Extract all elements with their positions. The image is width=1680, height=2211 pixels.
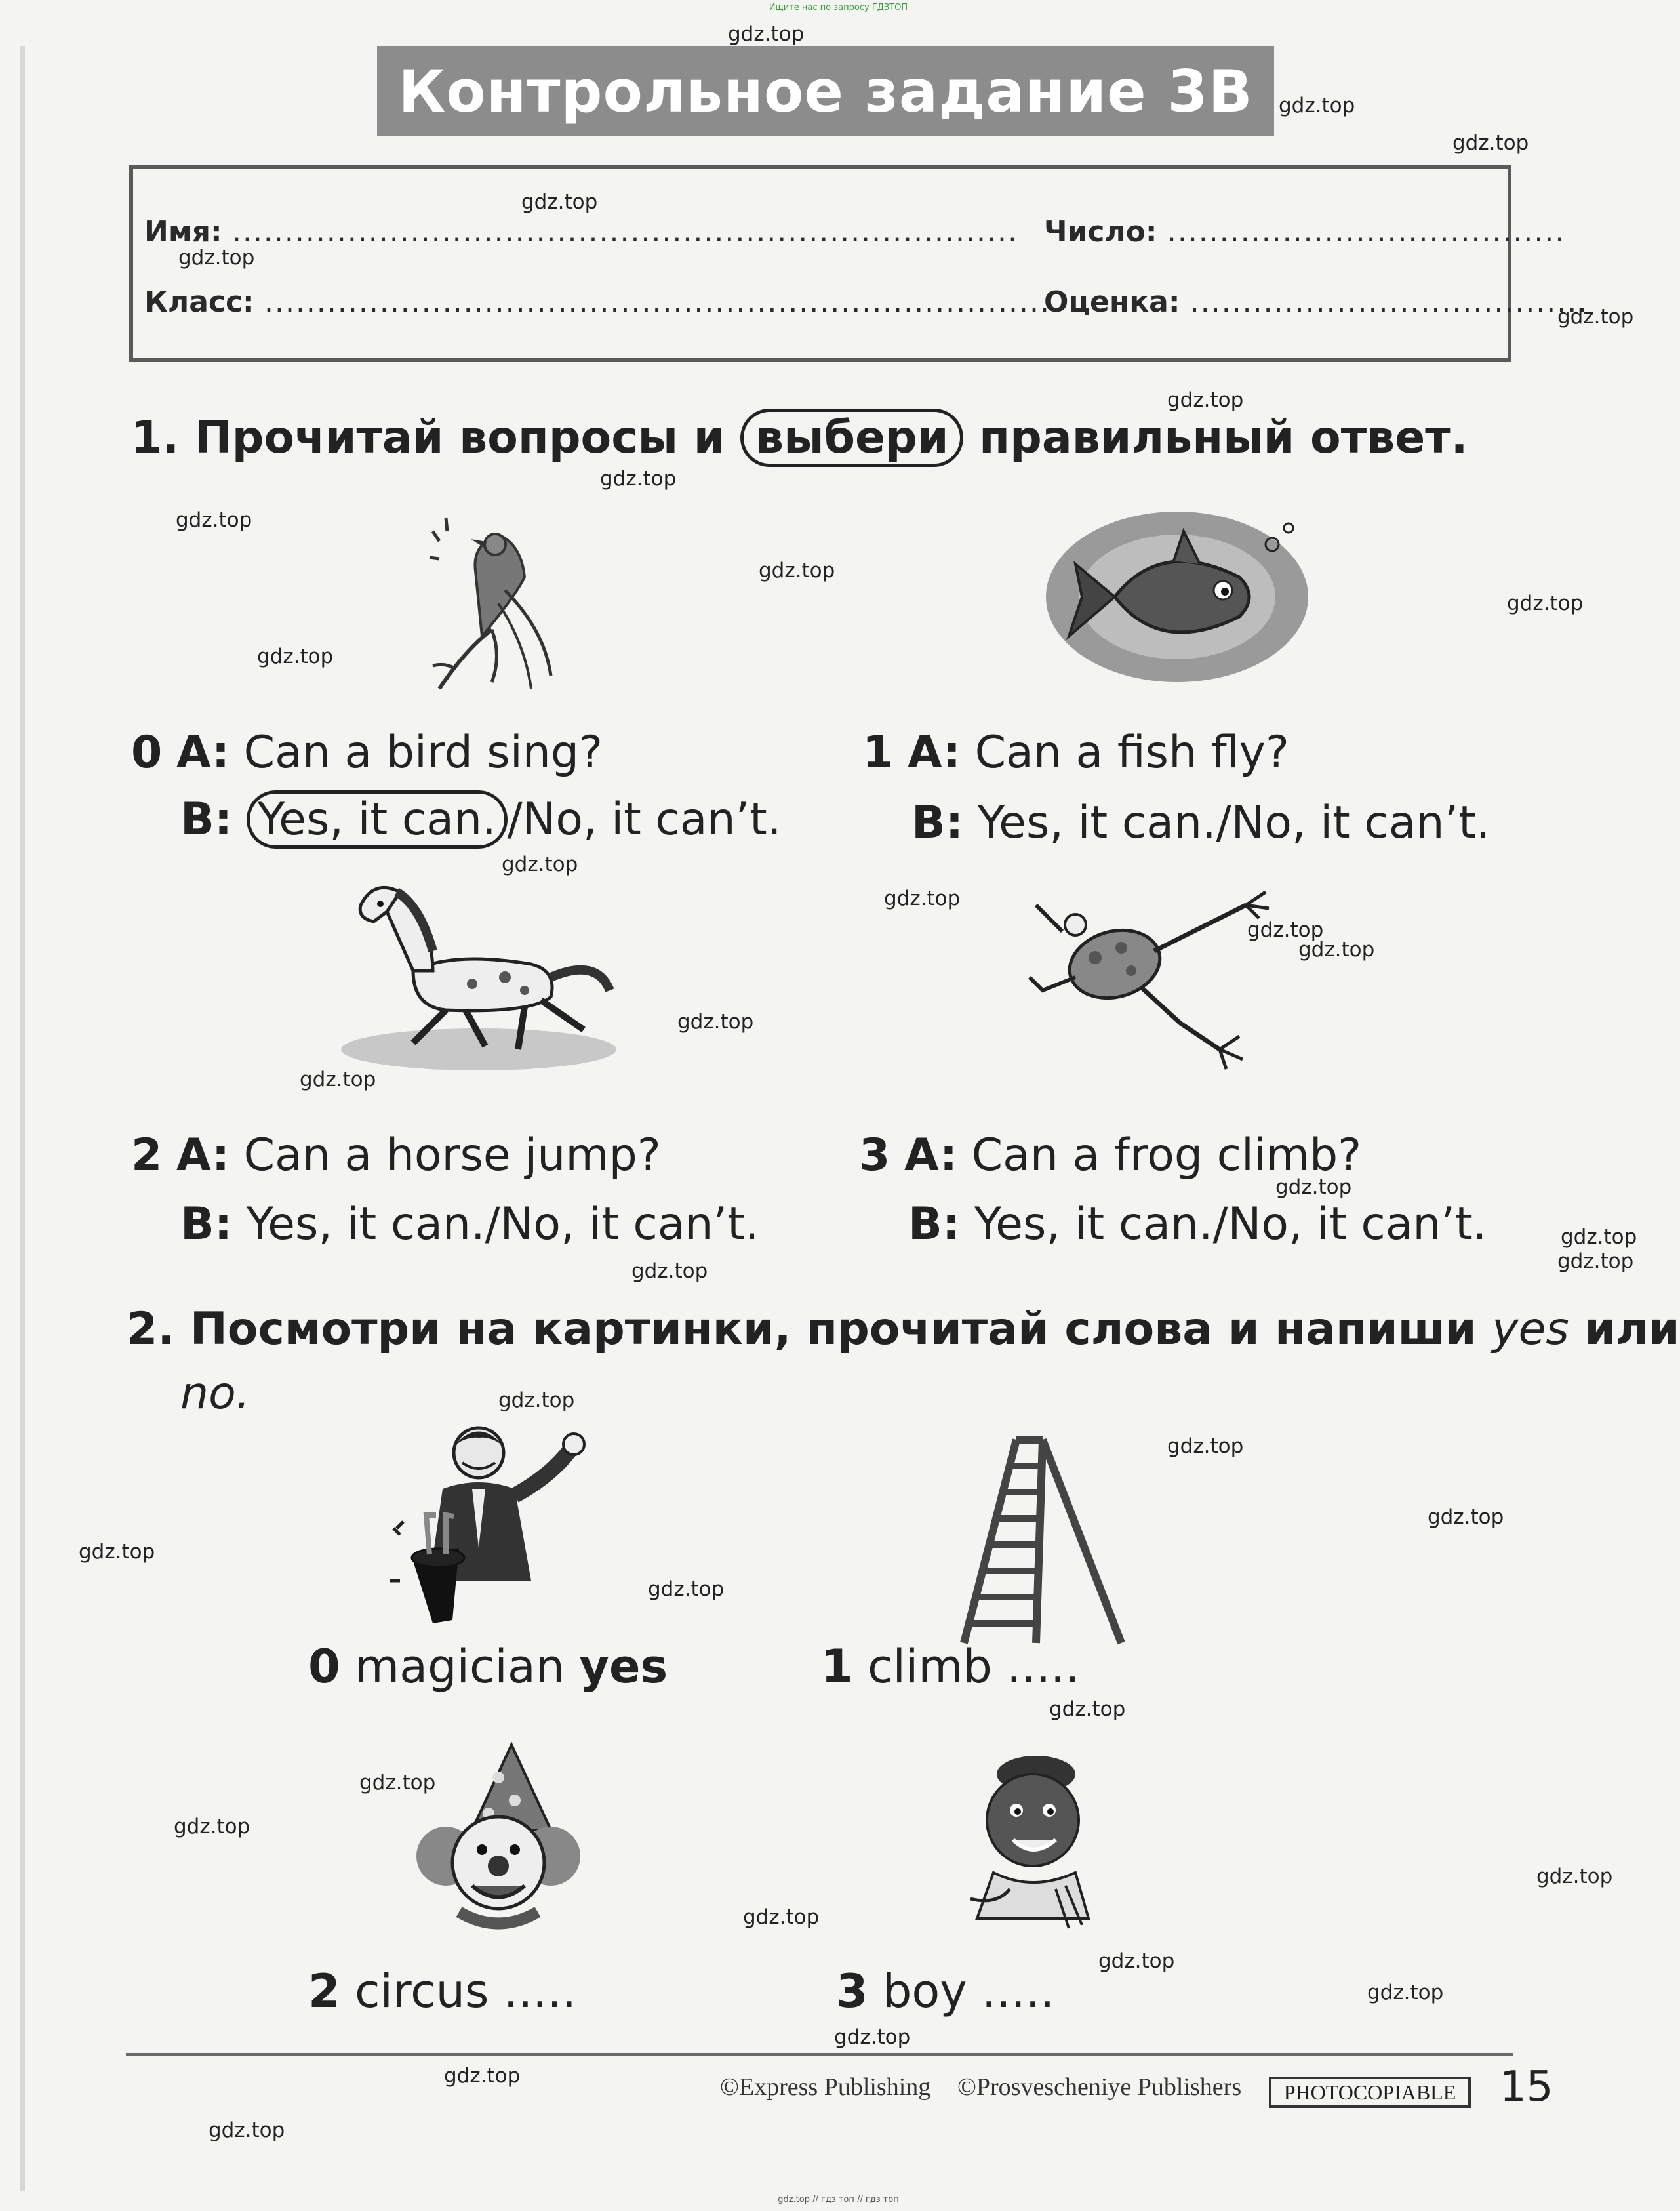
watermark: gdz.top <box>1557 305 1634 329</box>
q3-question <box>859 1129 1361 1181</box>
task2-text: Посмотри на картинки, прочитай слова и напиши <box>190 1303 1477 1355</box>
task1-number: 1. <box>131 412 180 464</box>
top-note: Ищите нас по запросу ГДЗТОП <box>769 3 908 12</box>
name-label: Имя: <box>144 215 222 249</box>
q2-question <box>131 1129 661 1181</box>
q0-answer-no: No, it can’t. <box>522 794 782 845</box>
item2-number: 2 <box>308 1964 340 2018</box>
item1-answer: ..... <box>1007 1640 1080 1694</box>
task1-circled-word: выбери <box>740 409 963 467</box>
watermark: gdz.top <box>631 1259 708 1283</box>
task1-heading <box>131 412 1468 464</box>
watermark: gdz.top <box>1279 94 1355 117</box>
grade-label: Оценка: <box>1044 285 1180 319</box>
q1-answer <box>911 797 1490 849</box>
watermark: gdz.top <box>257 645 334 668</box>
watermark: gdz.top <box>1428 1505 1504 1529</box>
watermark: gdz.top <box>759 559 835 582</box>
q0-number: 0 <box>131 727 163 779</box>
class-dots: ........................................................................... <box>264 285 1050 319</box>
horse-illustration <box>334 872 623 1076</box>
watermark: gdz.top <box>1098 1949 1175 1973</box>
watermark: gdz.top <box>176 508 252 532</box>
watermark: gdz.top <box>1452 131 1529 155</box>
watermark: gdz.top <box>1536 1865 1613 1888</box>
q2-a-label: A: <box>176 1129 230 1181</box>
watermark: gdz.top <box>1557 1249 1634 1273</box>
q0-b-label: B: <box>180 794 233 845</box>
clown-illustration <box>407 1738 584 1935</box>
watermark: gdz.top <box>178 246 255 270</box>
q0-separator: / <box>507 794 523 845</box>
watermark: gdz.top <box>1167 1434 1244 1458</box>
date-label: Число: <box>1044 215 1157 249</box>
photocopiable-badge: PHOTOCOPIABLE <box>1269 2077 1471 2108</box>
item3-word: boy <box>882 1964 967 2018</box>
grade-field <box>1044 285 1589 319</box>
q1-question <box>862 727 1289 779</box>
q2-answer-text: Yes, it can./No, it can’t. <box>246 1198 759 1250</box>
q1-a-text: Can a fish fly? <box>974 727 1289 779</box>
q0-question <box>131 727 603 779</box>
item1 <box>821 1640 1080 1694</box>
footer-rule <box>126 2053 1513 2056</box>
task2-or: или <box>1584 1303 1680 1355</box>
watermark: gdz.top <box>677 1010 754 1034</box>
class-field <box>144 285 1050 319</box>
q1-b-label: B: <box>911 797 964 849</box>
watermark: gdz.top <box>502 853 578 876</box>
watermark: gdz.top <box>1167 388 1244 412</box>
watermark: gdz.top <box>174 1815 250 1838</box>
frog-illustration <box>1023 879 1272 1076</box>
item2 <box>308 1964 576 2018</box>
q1-number: 1 <box>862 727 894 779</box>
q0-answer-yes-circled: Yes, it can. <box>247 790 508 849</box>
task1-text-after: правильный ответ. <box>979 412 1468 464</box>
task1-text-before: Прочитай вопросы и <box>194 412 725 464</box>
watermark: gdz.top <box>79 1540 155 1564</box>
watermark: gdz.top <box>444 2064 521 2088</box>
page-edge-shadow <box>20 46 25 2191</box>
q1-a-label: A: <box>907 727 961 779</box>
task2-no-italic: no. <box>180 1368 250 1419</box>
student-info-box <box>129 165 1511 362</box>
q3-answer <box>908 1198 1487 1250</box>
q2-number: 2 <box>131 1129 163 1181</box>
boy-illustration <box>957 1748 1108 1932</box>
fish-illustration <box>1043 498 1311 689</box>
date-field <box>1044 215 1566 249</box>
q3-b-label: B: <box>908 1198 961 1250</box>
item0 <box>308 1640 668 1694</box>
item2-answer: ..... <box>503 1964 577 2018</box>
watermark: gdz.top <box>300 1068 376 1091</box>
watermark: gdz.top <box>1049 1697 1126 1721</box>
item3 <box>836 1964 1054 2018</box>
name-dots: ........................................................................... <box>231 215 1018 249</box>
page-title: Контрольное задание 3В <box>377 46 1274 136</box>
item1-word: climb <box>867 1640 992 1694</box>
q3-answer-text: Yes, it can./No, it can’t. <box>974 1198 1487 1250</box>
name-field <box>144 215 1018 249</box>
task2-number: 2. <box>127 1303 175 1355</box>
watermark: gdz.top <box>884 887 961 910</box>
watermark: gdz.top <box>498 1389 575 1412</box>
watermark: gdz.top <box>1367 1981 1444 2004</box>
q2-answer <box>180 1198 759 1250</box>
q0-answer <box>180 794 781 845</box>
watermark: gdz.top <box>1298 938 1375 962</box>
q2-a-text: Can a horse jump? <box>243 1129 661 1181</box>
watermark: gdz.top <box>834 2025 911 2049</box>
watermark: gdz.top <box>728 22 805 46</box>
watermark: gdz.top <box>521 190 598 214</box>
item0-word: magician <box>354 1640 565 1694</box>
date-dots: ...................................... <box>1167 215 1566 249</box>
watermark: gdz.top <box>1275 1175 1352 1199</box>
ladder-illustration <box>957 1433 1128 1650</box>
item0-number: 0 <box>308 1640 340 1694</box>
page-number: 15 <box>1500 2063 1553 2111</box>
q3-number: 3 <box>859 1129 890 1181</box>
q3-a-text: Can a frog climb? <box>971 1129 1362 1181</box>
task2-heading-line1 <box>127 1303 1680 1355</box>
item1-number: 1 <box>821 1640 853 1694</box>
q1-answer-text: Yes, it can./No, it can’t. <box>977 797 1490 849</box>
watermark: gdz.top <box>648 1577 725 1601</box>
q0-a-label: A: <box>176 727 230 779</box>
item2-word: circus <box>354 1964 489 2018</box>
item3-answer: ..... <box>981 1964 1055 2018</box>
task2-yes-italic: yes <box>1492 1303 1569 1355</box>
task2-heading-line2 <box>180 1368 250 1419</box>
q2-b-label: B: <box>180 1198 233 1250</box>
watermark: gdz.top <box>1247 918 1324 942</box>
q3-a-label: A: <box>904 1129 958 1181</box>
watermark: gdz.top <box>600 467 677 491</box>
q0-a-text: Can a bird sing? <box>243 727 603 779</box>
watermark: gdz.top <box>743 1905 820 1929</box>
watermark: gdz.top <box>1507 592 1584 615</box>
magician-illustration <box>380 1417 603 1627</box>
grade-dots: ...................................... <box>1190 285 1589 319</box>
watermark: gdz.top <box>1561 1225 1637 1249</box>
item0-answer: yes <box>579 1640 668 1694</box>
class-label: Класс: <box>144 285 254 319</box>
item3-number: 3 <box>836 1964 868 2018</box>
copyright-express: ©Express Publishing <box>720 2073 931 2101</box>
watermark: gdz.top <box>359 1771 436 1795</box>
bottom-note: gdz.top // гдз топ // гдз топ <box>778 2195 899 2204</box>
watermark: gdz.top <box>209 2119 285 2142</box>
bird-illustration <box>393 505 564 702</box>
copyright-prosv: ©Prosvescheniye Publishers <box>957 2073 1242 2101</box>
